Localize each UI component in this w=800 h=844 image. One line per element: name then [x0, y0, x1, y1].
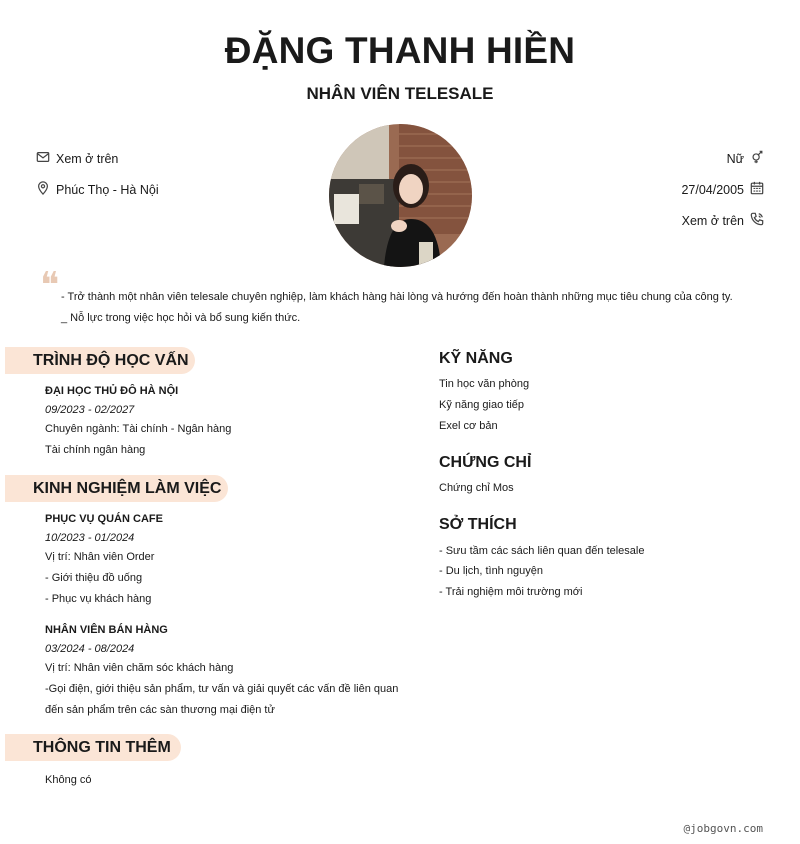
objective-line: - Trở thành một nhân viên telesale chuyên nghiệp, làm khách hàng hài lòng và hướng đến hoàn thành những mục tiêu chung của công ty.	[61, 291, 733, 303]
extra-text: Không có	[45, 774, 92, 786]
address-value: Phúc Thọ - Hà Nội	[56, 182, 159, 197]
mail-icon	[36, 150, 50, 167]
job-line: đến sản phẩm trên các sàn thương mại điện tử	[45, 704, 275, 716]
job-name: PHỤC VỤ QUÁN CAFE	[45, 513, 163, 525]
job-period: 03/2024 - 08/2024	[45, 643, 135, 655]
skill-item: Tin học văn phòng	[439, 378, 530, 390]
calendar-icon	[750, 181, 764, 198]
location-icon	[36, 181, 50, 198]
job-line: - Giới thiệu đồ uống	[45, 572, 143, 584]
profile-photo	[329, 124, 472, 267]
education-school: ĐẠI HỌC THỦ ĐÔ HÀ NỘI	[45, 385, 179, 397]
footer-brand[interactable]: @jobgovn.com	[683, 822, 763, 835]
phone-row	[682, 212, 764, 229]
job-line: -Gọi điện, giới thiệu sản phẩm, tư vấn và giải quyết các vấn đề liên quan	[45, 683, 399, 695]
job-period: 10/2023 - 01/2024	[45, 532, 135, 544]
birthday-value: 27/04/2005	[681, 182, 744, 197]
gender-row	[727, 150, 764, 167]
section-extra-header: THÔNG TIN THÊM	[5, 734, 181, 761]
section-education-header: TRÌNH ĐỘ HỌC VẤN	[5, 347, 195, 374]
job-line: Vị trí: Nhân viên chăm sóc khách hàng	[45, 662, 234, 674]
education-period: 09/2023 - 02/2027	[45, 404, 135, 416]
quote-icon: ❝	[40, 265, 60, 306]
birthday-row	[681, 181, 764, 198]
phone-icon	[750, 212, 764, 229]
hobby-item: - Sưu tầm các sách liên quan đến telesale	[439, 545, 645, 557]
job-line: Vị trí: Nhân viên Order	[45, 551, 155, 563]
candidate-name: ĐẶNG THANH HIỀN	[224, 30, 576, 71]
job-name: NHÂN VIÊN BÁN HÀNG	[45, 624, 168, 636]
section-certificates-header: CHỨNG CHỈ	[439, 454, 532, 471]
email-row	[36, 150, 118, 167]
address-row	[36, 181, 159, 198]
section-hobbies-header: SỞ THÍCH	[439, 516, 517, 533]
objective-line: _ Nỗ lực trong việc học hỏi và bổ sung kiến thức.	[61, 312, 301, 324]
job-title: NHÂN VIÊN TELESALE	[306, 84, 494, 103]
job-line: - Phục vụ khách hàng	[45, 593, 152, 605]
hobby-item: - Du lịch, tình nguyện	[439, 565, 543, 577]
gender-icon	[750, 150, 764, 167]
phone-value: Xem ở trên	[681, 213, 744, 228]
certificate-item: Chứng chỉ Mos	[439, 482, 514, 494]
skill-item: Exel cơ bản	[439, 420, 498, 432]
section-experience-header: KINH NGHIỆM LÀM VIỆC	[5, 475, 228, 502]
section-skills-header: KỸ NĂNG	[439, 350, 513, 367]
hobby-item: - Trải nghiệm môi trường mới	[439, 586, 583, 598]
education-note: Tài chính ngân hàng	[45, 444, 146, 456]
education-major: Chuyên ngành: Tài chính - Ngân hàng	[45, 423, 232, 435]
gender-value: Nữ	[726, 151, 744, 166]
email-value: Xem ở trên	[56, 151, 119, 166]
skill-item: Kỹ năng giao tiếp	[439, 399, 525, 411]
